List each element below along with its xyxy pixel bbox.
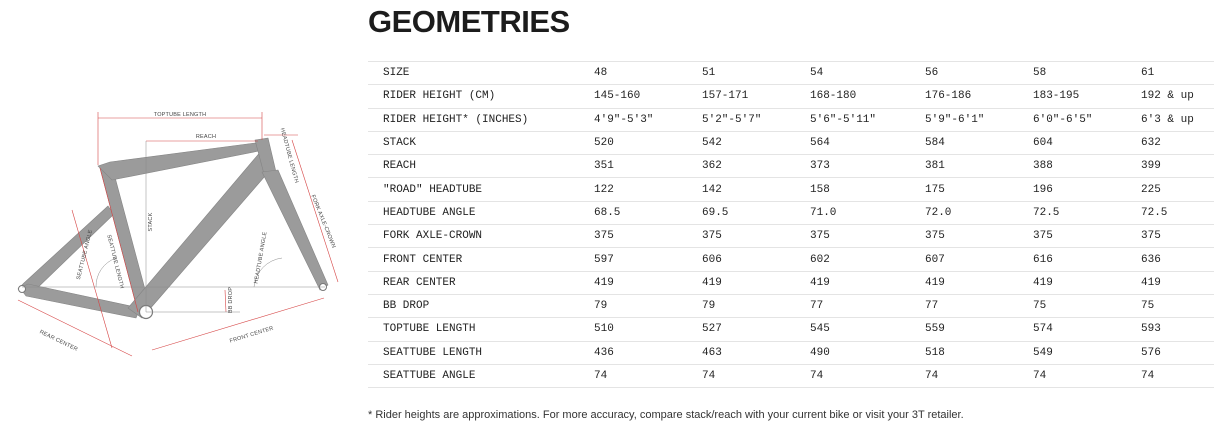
row-label: RIDER HEIGHT* (INCHES) (368, 108, 579, 131)
row-label: TOPTUBE LENGTH (368, 318, 579, 341)
table-row (368, 294, 1214, 317)
row-label: FORK AXLE-CROWN (368, 225, 579, 248)
table-cell: 5'2"-5'7" (687, 108, 795, 131)
table-cell: 175 (910, 178, 1018, 201)
table-cell: 419 (579, 271, 687, 294)
table-cell: 549 (1018, 341, 1126, 364)
table-cell: 72.5 (1126, 201, 1214, 224)
stack-label: STACK (148, 212, 154, 232)
table-cell: 381 (910, 155, 1018, 178)
row-label: SIZE (368, 62, 579, 85)
table-cell: 168-180 (795, 85, 910, 108)
table-cell: 490 (795, 341, 910, 364)
rear-center-label: REAR CENTER (38, 329, 79, 353)
table-cell: 419 (1018, 271, 1126, 294)
row-label: STACK (368, 131, 579, 154)
table-cell: 74 (1126, 364, 1214, 387)
table-cell: 373 (795, 155, 910, 178)
table-cell: 74 (579, 364, 687, 387)
table-cell: 5'9"-6'1" (910, 108, 1018, 131)
table-cell: 584 (910, 131, 1018, 154)
table-cell: 574 (1018, 318, 1126, 341)
table-row (368, 271, 1214, 294)
table-header-row (368, 62, 1214, 85)
table-row (368, 201, 1214, 224)
table-cell: 518 (910, 341, 1018, 364)
table-cell: 176-186 (910, 85, 1018, 108)
table-cell: 158 (795, 178, 910, 201)
geometry-table (368, 61, 1214, 388)
table-cell: 351 (579, 155, 687, 178)
table-cell: 68.5 (579, 201, 687, 224)
table-cell: 145-160 (579, 85, 687, 108)
table-row (368, 225, 1214, 248)
table-cell: 542 (687, 131, 795, 154)
table-cell: 375 (579, 225, 687, 248)
seattube-length-label: SEATTUBE LENGTH (105, 234, 125, 290)
table-cell: 375 (687, 225, 795, 248)
fork-axle-crown-label: FORK AXLE-CROWN (309, 194, 337, 250)
geometry-table-body (368, 62, 1214, 388)
size-value: 56 (910, 62, 1018, 85)
table-cell: 545 (795, 318, 910, 341)
table-cell: 225 (1126, 178, 1214, 201)
table-cell: 597 (579, 248, 687, 271)
rear-dropout (19, 286, 26, 293)
table-cell: 419 (795, 271, 910, 294)
table-row (368, 85, 1214, 108)
table-cell: 593 (1126, 318, 1214, 341)
table-row (368, 364, 1214, 387)
table-cell: 419 (910, 271, 1018, 294)
row-label: "ROAD" HEADTUBE (368, 178, 579, 201)
table-cell: 79 (687, 294, 795, 317)
table-row (368, 318, 1214, 341)
table-cell: 375 (795, 225, 910, 248)
table-cell: 75 (1018, 294, 1126, 317)
frame-geometry-diagram (0, 90, 360, 380)
bb-drop-label: BB DROP (228, 286, 234, 314)
table-cell: 5'6"-5'11" (795, 108, 910, 131)
table-cell: 77 (795, 294, 910, 317)
table-cell: 69.5 (687, 201, 795, 224)
table-cell: 74 (795, 364, 910, 387)
table-cell: 604 (1018, 131, 1126, 154)
table-cell: 607 (910, 248, 1018, 271)
row-label: BB DROP (368, 294, 579, 317)
table-cell: 388 (1018, 155, 1126, 178)
table-cell: 6'3 & up (1126, 108, 1214, 131)
table-cell: 576 (1126, 341, 1214, 364)
table-cell: 196 (1018, 178, 1126, 201)
table-cell: 4'9"-5'3" (579, 108, 687, 131)
front-center-label: FRONT CENTER (229, 325, 275, 345)
headtube-length-label: HEADTUBE LENGTH (278, 127, 300, 184)
table-row (368, 131, 1214, 154)
table-cell: 606 (687, 248, 795, 271)
table-cell: 71.0 (795, 201, 910, 224)
table-cell: 192 & up (1126, 85, 1214, 108)
table-cell: 72.0 (910, 201, 1018, 224)
table-cell: 72.5 (1018, 201, 1126, 224)
table-cell: 362 (687, 155, 795, 178)
size-value: 48 (579, 62, 687, 85)
reach-label: REACH (195, 134, 217, 140)
table-row (368, 248, 1214, 271)
table-cell: 6'0"-6'5" (1018, 108, 1126, 131)
row-label: RIDER HEIGHT (CM) (368, 85, 579, 108)
size-value: 54 (795, 62, 910, 85)
table-cell: 74 (687, 364, 795, 387)
footnote: * Rider heights are approximations. For more accuracy, compare stack/reach with your current bike or visit your 3T retailer. (368, 409, 964, 421)
row-label: SEATTUBE ANGLE (368, 364, 579, 387)
table-cell: 142 (687, 178, 795, 201)
table-cell: 74 (1018, 364, 1126, 387)
table-cell: 375 (910, 225, 1018, 248)
table-row (368, 155, 1214, 178)
table-cell: 183-195 (1018, 85, 1126, 108)
table-cell: 419 (1126, 271, 1214, 294)
table-row (368, 341, 1214, 364)
seattube-angle-label: SEATTUBE ANGLE (75, 229, 95, 281)
table-cell: 77 (910, 294, 1018, 317)
size-value: 51 (687, 62, 795, 85)
frame-silhouette (18, 138, 328, 318)
table-cell: 74 (910, 364, 1018, 387)
page-title: GEOMETRIES (368, 4, 570, 39)
table-cell: 375 (1018, 225, 1126, 248)
table-cell: 527 (687, 318, 795, 341)
row-label: REACH (368, 155, 579, 178)
table-cell: 157-171 (687, 85, 795, 108)
size-value: 61 (1126, 62, 1214, 85)
table-cell: 79 (579, 294, 687, 317)
table-cell: 399 (1126, 155, 1214, 178)
table-cell: 559 (910, 318, 1018, 341)
row-label: REAR CENTER (368, 271, 579, 294)
table-cell: 632 (1126, 131, 1214, 154)
table-row (368, 178, 1214, 201)
table-row (368, 108, 1214, 131)
table-cell: 520 (579, 131, 687, 154)
row-label: HEADTUBE ANGLE (368, 201, 579, 224)
table-cell: 602 (795, 248, 910, 271)
table-cell: 375 (1126, 225, 1214, 248)
table-cell: 616 (1018, 248, 1126, 271)
toptube-length-label: TOPTUBE LENGTH (153, 112, 207, 118)
table-cell: 636 (1126, 248, 1214, 271)
row-label: SEATTUBE LENGTH (368, 341, 579, 364)
headtube-angle-label: HEADTUBE ANGLE (253, 231, 269, 285)
table-cell: 419 (687, 271, 795, 294)
table-cell: 463 (687, 341, 795, 364)
table-cell: 436 (579, 341, 687, 364)
row-label: FRONT CENTER (368, 248, 579, 271)
table-cell: 122 (579, 178, 687, 201)
size-value: 58 (1018, 62, 1126, 85)
table-cell: 510 (579, 318, 687, 341)
table-cell: 564 (795, 131, 910, 154)
table-cell: 75 (1126, 294, 1214, 317)
